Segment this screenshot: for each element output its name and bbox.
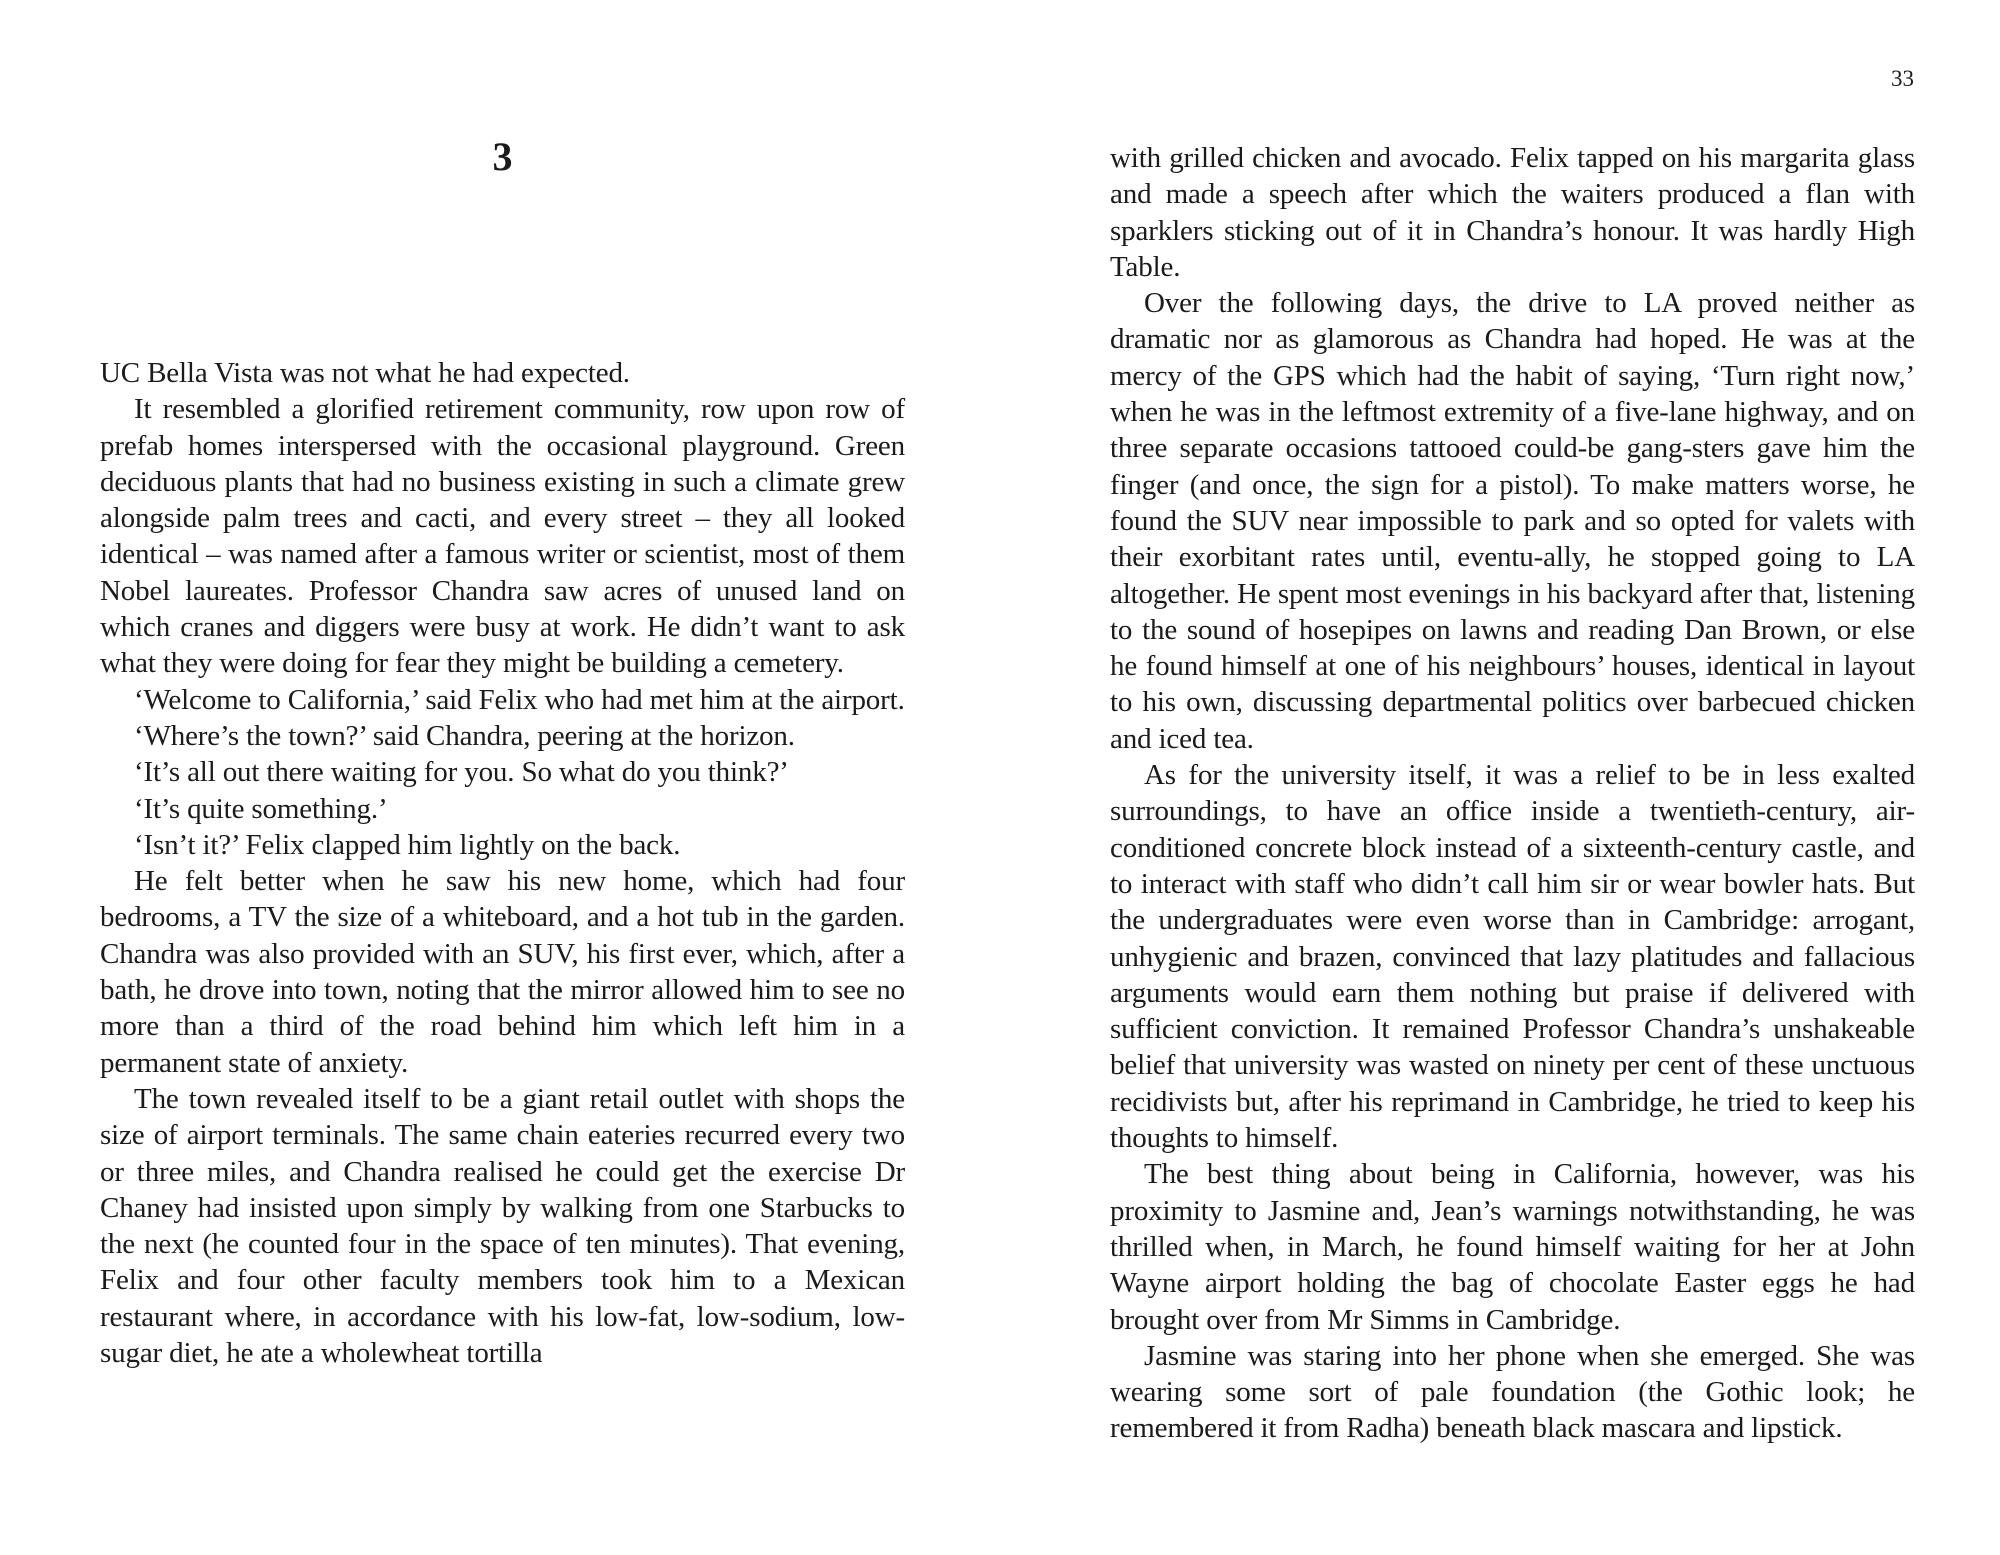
paragraph: ‘Where’s the town?’ said Chandra, peering at the horizon. xyxy=(134,719,795,752)
paragraph: UC Bella Vista was not what he had expected. xyxy=(100,357,630,389)
paragraph: ‘Isn’t it?’ Felix clapped him lightly on the back. xyxy=(134,828,681,861)
paragraph: As for the university itself, it was a relief to be in less exalted surroundings, to have an office inside a twentieth-century, air-conditioned concrete block instead of a sixteenth-century castle, and to interact with staff who didn’t call him sir or wear bowler hats. But the undergraduates were even worse than in Cambridge: arrogant, unhygienic and brazen, convinced that lazy platitudes and fallacious arguments would earn them nothing but praise if delivered with sufficient conviction. It remained Professor Chandra’s unshakeable belief that university was wasted on ninety per cent of these unctuous recidivists but, after his reprimand in Cambridge, he tried to keep his thoughts to himself. xyxy=(1110,759,1915,1155)
paragraph: Over the following days, the drive to LA proved neither as dramatic nor as glamorous as Chandra had hoped. He was at the mercy of the GPS which had the habit of saying, ‘Turn right now,’ when he was in the leftmost extremity of a five-lane highway, and on three separate occasions tattooed could-be gang-sters gave him the finger (and once, the sign for a pistol). To make matters worse, he found the SUV near impossible to park and so opted for valets with their exorbitant rates until, eventu-ally, he stopped going to LA altogether. He spent most evenings in his backyard after that, listening to the sound of hosepipes on lawns and reading Dan Brown, or else he found himself at one of his neighbours’ houses, identical in layout to his own, discussing departmental politics over barbecued chicken and iced tea. xyxy=(1110,287,1915,755)
paragraph: He felt better when he saw his new home, which had four bedrooms, a TV the size of a whiteboard, and a hot tub in the garden. Chandra was also provided with an SUV, his first ever, which, after a bath, he drove into town, noting that the mirror allowed him to see no more than a third of the road behind him which left him in a permanent state of anxiety. xyxy=(100,865,905,1079)
paragraph: ‘Welcome to California,’ said Felix who had met him at the airport. xyxy=(134,683,905,716)
paragraph: The town revealed itself to be a giant retail outlet with shops the size of airport terminals. The same chain eateries recurred every two or three miles, and Chandra realised he could get the exercise Dr Chaney had insisted upon simply by walking from one Starbucks to the next (he counted four in the space of ten minutes). That evening, Felix and four other faculty members took him to a Mexican restaurant where, in accordance with his low-fat, low-sodium, low-sugar diet, he ate a wholewheat tortilla xyxy=(100,1082,905,1370)
right-page xyxy=(1000,0,2000,1555)
chapter-number: 3 xyxy=(492,134,513,179)
page-number: 33 xyxy=(1891,66,1914,91)
right-page-body xyxy=(1110,140,1915,1447)
left-page-body xyxy=(100,355,905,1371)
paragraph: ‘It’s quite something.’ xyxy=(134,792,388,825)
paragraph: ‘It’s all out there waiting for you. So what do you think?’ xyxy=(134,756,789,789)
paragraph: with grilled chicken and avocado. Felix tapped on his margarita glass and made a speech after which the waiters produced a flan with sparklers sticking out of it in Chandra’s honour. It was hardly High Table. xyxy=(1110,142,1915,283)
paragraph: Jasmine was staring into her phone when she emerged. She was wearing some sort of pale foundation (the Gothic look; he remembered it from Radha) beneath black mascara and lipstick. xyxy=(1110,1339,1915,1445)
paragraph: It resembled a glorified retirement community, row upon row of prefab homes interspersed with the occasional playground. Green deciduous plants that had no business existing in such a climate grew alongside palm trees and cacti, and every street – they all looked identical – was named after a famous writer or scientist, most of them Nobel laureates. Professor Chandra saw acres of unused land on which cranes and diggers were busy at work. He didn’t want to ask what they were doing for fear they might be building a cemetery. xyxy=(100,393,905,680)
paragraph: The best thing about being in California, however, was his proximity to Jasmine and, Jean’s warnings notwithstanding, he was thrilled when, in March, he found himself waiting for her at John Wayne airport holding the bag of chocolate Easter eggs he had brought over from Mr Simms in Cambridge. xyxy=(1110,1158,1915,1336)
